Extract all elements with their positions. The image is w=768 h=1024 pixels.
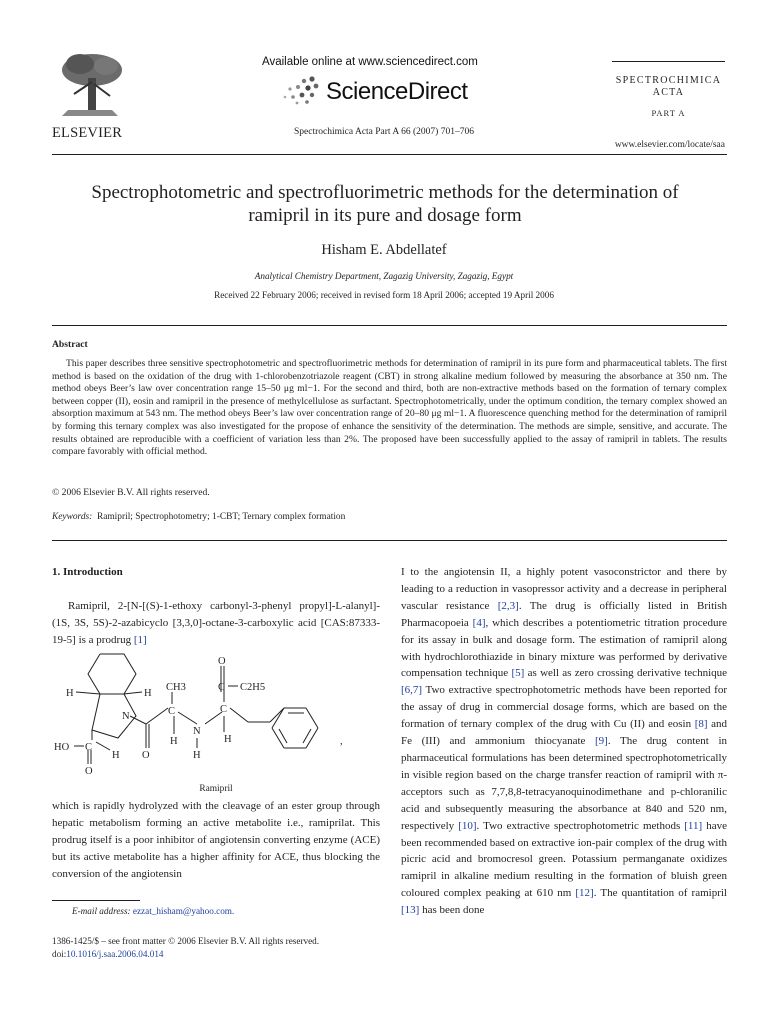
figure-caption: Ramipril — [199, 784, 233, 794]
journal-part: PART A — [651, 108, 686, 118]
body-text: and Fe (III) and ammonium thiocyanate — [401, 718, 727, 748]
intro-p1-text: Ramipril, 2-[N-[(S)-1-ethoxy carbonyl-3-phenyl propyl]-L-alanyl]-(1S, 3S, 5S)-2-azabicyclo [3,3,0]-octane-3-carboxylic acid [CAS:87333-19-5] is a prodrug — [52, 600, 380, 646]
footnote-rule — [52, 900, 140, 901]
issn-line: 1386-1425/$ – see front matter © 2006 Elsevier B.V. All rights reserved. — [52, 936, 320, 946]
keywords-list: Ramipril; Spectrophotometry; 1-CBT; Ternary complex formation — [96, 512, 346, 522]
email-label: E-mail address: — [72, 906, 131, 916]
doi-label: doi: — [52, 949, 67, 959]
publisher-name: ELSEVIER — [52, 125, 123, 141]
journal-name: SPECTROCHIMICA ACTA — [615, 75, 722, 98]
citation-link[interactable]: [9] — [595, 735, 608, 748]
body-text: . Two extractive spectrophotometric methods — [476, 819, 685, 832]
chem-label-h: H — [170, 736, 178, 747]
chem-label-ho: HO — [54, 742, 70, 753]
abstract-heading: Abstract — [52, 339, 88, 350]
intro-paragraph-2: which is rapidly hydrolyzed with the cleavage of an ester group through hepatic metabolism forming an active metabolite i.e., ramiprilat. This prodrug itself is a poor inhibitor of angiotensin converting enzyme (ACE) but its active metabolite has a higher affinity for ACE, thus blocking the conversion of the angiotensin — [52, 800, 380, 880]
body-text: . The drug is officially listed in British Pharmacopoeia — [401, 599, 727, 629]
chem-label-ch3: CH3 — [166, 682, 186, 693]
body-text: as well as zero crossing derivative technique — [524, 667, 728, 680]
abstract-top-divider — [52, 325, 727, 326]
email-link[interactable]: ezzat_hisham@yahoo.com. — [132, 906, 235, 916]
article-author: Hisham E. Abdellatef — [321, 242, 447, 258]
chem-label-h: H — [144, 688, 152, 699]
chem-label-o: O — [142, 750, 150, 761]
chem-label-h: H — [66, 688, 74, 699]
body-text: , which describes a potentiometric titration procedure for its assay in bulk and dosage form. The estimation of ramipril along with hydrochlorothiazide in binary mixture was performed by derivative compensation technique — [401, 616, 728, 680]
chem-label-h: H — [224, 734, 232, 745]
sciencedirect-logo-text: ScienceDirect — [326, 78, 468, 105]
abstract-body — [52, 358, 727, 459]
chem-label-c: C — [218, 682, 226, 693]
header-divider — [52, 154, 727, 155]
chem-label-c: C — [85, 742, 93, 753]
right-column-text — [401, 564, 727, 919]
sciencedirect-dots-icon — [282, 75, 322, 105]
abstract-copyright: © 2006 Elsevier B.V. All rights reserved. — [52, 487, 210, 498]
chem-label-c2h5: C2H5 — [240, 682, 266, 693]
body-text: have been recommended based on extractive ion-pair complex of the drug with picric acid and bromocresol green. Potassium permanganate oxidizes ramipril in alkaline medium resulting in the formation of bluish green coloured complex peaking at 610 nm — [401, 819, 727, 900]
citation-link[interactable]: [11] — [684, 819, 703, 832]
citation-link[interactable]: [1] — [133, 633, 147, 646]
received-dates: Received 22 February 2006; received in revised form 18 April 2006; accepted 19 April 2006 — [214, 290, 554, 300]
chem-comma: , — [340, 736, 343, 747]
body-text: Two extractive spectrophotometric methods have been reported for the assay of drug in commercial dosage forms, which are based on the formation of ternary complex of the drug with Cu (II) and eosin — [401, 684, 727, 731]
section-title-introduction: 1. Introduction — [52, 566, 123, 578]
body-text: . The drug content in pharmaceutical formulations has been determined spectrophotometrically in visible region based on the charge transfer reaction of ramipril with π-acceptors such as 7,7,8,8-tetracyanoquinodimethane and p-chloranilic acid and subsequently measuring the absorbance at 840 and 520 nm, respectively — [401, 735, 727, 832]
article-title: Spectrophotometric and spectrofluorimetric methods for the determination of ramipril in its pure and dosage form — [91, 182, 679, 226]
chem-label-o: O — [85, 766, 93, 777]
doi-line — [52, 949, 164, 959]
abstract-text: This paper describes three sensitive spectrophotometric and spectrofluorimetric methods for determination of ramipril in its pure form and pharmaceutical tablets. The first method is based on the oxidation of the drug with 1-chlorobenzotriazole reagent (CBT) in strong alkaline medium followed by measuring the absorbance at 350 nm. The method obeys Beer’s law over concentration range 15–50 μg ml−1. For the second and third, both are non-extractive methods based on the formation of ternary complex between copper (II), eosin and ramipril in the presence of methylcellulose as surfactant. Spectrophotometrically, under the optimum condition, the ternary complex showed an absorption maximum at 543 nm. The method obeys Beer’s law over concentration range of 20–80 μg ml−1. A fluorescence quenching method for the determination of ramipril by forming this ternary complex was also investigated for the propose of enhance the sensitivity of the determination. The methods are simple, sensitive, and accurate. The results obtained are reproducible with a coefficient of variation less than 2%. The proposed have been successfully applied to the assay of ramipril in tablets. The results compare favorably with official method. — [52, 358, 727, 458]
citation-link[interactable]: [10] — [458, 819, 477, 832]
citation-link[interactable]: [12] — [575, 887, 594, 900]
citation-link[interactable]: [2,3] — [497, 599, 519, 612]
keywords-label: Keywords: — [52, 512, 93, 522]
chem-label-c: C — [220, 704, 228, 715]
journal-url[interactable]: www.elsevier.com/locate/saa — [614, 140, 725, 150]
citation-link[interactable]: [4] — [472, 616, 486, 629]
author-affiliation: Analytical Chemistry Department, Zagazig University, Zagazig, Egypt — [254, 271, 514, 281]
chem-label-c: C — [168, 706, 176, 717]
chem-label-o: O — [218, 656, 226, 667]
chem-label-n: N — [193, 726, 201, 737]
citation-link[interactable]: [5] — [511, 667, 525, 680]
chem-label-h: H — [112, 750, 120, 761]
citation-link[interactable]: [13] — [401, 904, 420, 917]
elsevier-tree-logo — [52, 50, 128, 122]
body-text: . The quantitation of ramipril — [593, 887, 727, 900]
intro-paragraph-1 — [52, 598, 380, 649]
journal-citation: Spectrochimica Acta Part A 66 (2007) 701–706 — [294, 127, 474, 137]
chem-label-h: H — [193, 750, 201, 761]
email-footnote — [72, 906, 234, 916]
chem-label-n: N — [122, 711, 130, 722]
body-text: has been done — [419, 904, 485, 917]
citation-link[interactable]: [6,7] — [401, 684, 423, 697]
available-online-text[interactable]: Available online at www.sciencedirect.com — [262, 56, 478, 68]
keywords-line — [52, 512, 345, 522]
abstract-bottom-divider — [52, 540, 727, 541]
ramipril-structure-diagram — [52, 652, 382, 780]
citation-link[interactable]: [8] — [694, 718, 708, 731]
body-text: I to the angiotensin II, a highly potent vasoconstrictor and there by leading to a reduction in vasopressor activity and a decrease in peripheral vascular resistance — [401, 566, 727, 612]
journal-rule — [612, 61, 725, 62]
doi-link[interactable]: 10.1016/j.saa.2006.04.014 — [66, 949, 164, 959]
